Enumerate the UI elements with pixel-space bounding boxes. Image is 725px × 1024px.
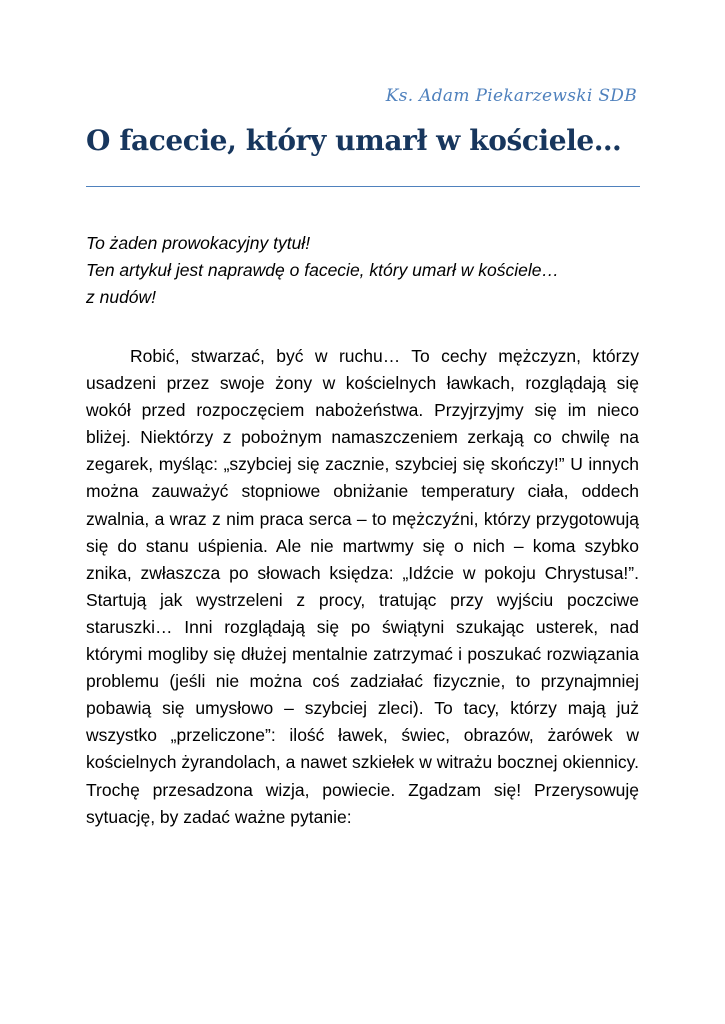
author-byline: Ks. Adam Piekarzewski SDB bbox=[385, 86, 637, 106]
body-paragraph: Robić, stwarzać, być w ruchu… To cechy mężczyzn, którzy usadzeni przez swoje żony w kościelnych ławkach, rozglądają się wokół przed rozpoczęciem nabożeństwa. Przyjrzyjmy się im nieco bliżej. Niektórzy z pobożnym namaszczeniem zerkają co chwilę na zegarek, myśląc: „szybciej się zacznie, szybciej się skończy!” U innych można zauważyć stopniowe obniżanie temperatury ciała, oddech zwalnia, a wraz z nim praca serca – to mężczyźni, którzy przygotowują się do stanu uśpienia. Ale nie martwmy się o nich – koma szybko znika, zwłaszcza po słowach księdza: „Idźcie w pokoju Chrystusa!”. Startują jak wystrzeleni z procy, tratując przy wyjściu poczciwe staruszki… Inni rozglądają się po świątyni szukając usterek, nad którymi mogliby się dłużej mentalnie zatrzymać i poszukać rozwiązania problemu (jeśli nie można coś zadziałać fizycznie, to przynajmniej pobawią się umysłowo – szybciej zleci). To tacy, którzy mają już wszystko „przeliczone”: ilość ławek, świec, obrazów, żarówek w kościelnych żyrandolach, a nawet szkiełek w witrażu bocznej okiennicy. Trochę przesadzona wizja, powiecie. Zgadzam się! Przerysowuję sytuację, by zadać ważne pytanie: bbox=[86, 346, 639, 827]
intro-line: z nudów! bbox=[86, 287, 157, 307]
title-divider bbox=[86, 186, 640, 187]
intro-line: Ten artykuł jest naprawdę o facecie, który umarł w kościele… bbox=[86, 260, 560, 280]
intro-lead bbox=[86, 230, 646, 311]
intro-line: To żaden prowokacyjny tytuł! bbox=[86, 233, 311, 253]
article-title: O facecie, który umarł w kościele… bbox=[86, 124, 622, 157]
